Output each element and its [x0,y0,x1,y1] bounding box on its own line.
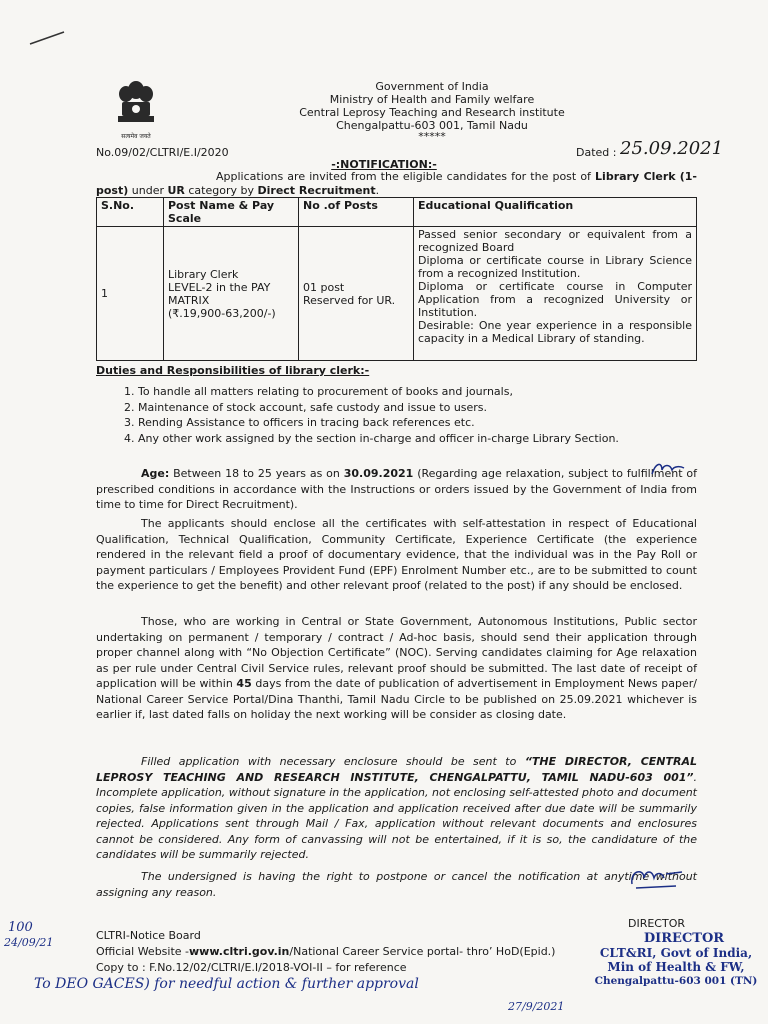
duties-title: Duties and Responsibilities of library clerk:- [96,364,370,377]
header [0,80,768,142]
office-stamp: DIRECTOR CLT&RI, Govt of India, Min of Health & FW, Chengalpattu-603 001 (TN) [594,931,758,987]
post-table [96,197,697,361]
col-qualification: Educational Qualification [414,198,697,227]
age-paragraph: Age: Between 18 to 25 years as on 30.09.2021 (Regarding age relaxation, subject to fulfillment of prescribed conditions in accordance with the Instructions or orders issued by the Government of India from time to time for Direct Recruitment). [96,467,697,511]
col-posts: No .of Posts [299,198,414,227]
header-line-1: Government of India [375,80,489,93]
header-line-3: Central Leprosy Teaching and Research institute [299,106,565,119]
address-paragraph: Filled application with necessary enclosure should be sent to “THE DIRECTOR, CENTRAL LEPROSY TEACHING AND RESEARCH INSTITUTE, CHENGALPATTU, TAMIL NADU-603 001”. Incomplete application, without signature in the application, not enclosing self-attested photo and document copies, false information given in the application and application received after due date will be summarily rejected. Applications sent through Mail / Fax, application without relevant documents and enclosures cannot be considered. Any form of canvassing will not be entertained, if it is so, the candidature of the candidates will be summarily rejected. [96,755,697,861]
header-line-4: Chengalpattu-603 001, Tamil Nadu [336,119,528,132]
list-item: 3. Rending Assistance to officers in tracing back references etc. [138,415,619,431]
col-sno: S.No. [97,198,164,227]
working-paragraph: Those, who are working in Central or State Government, Autonomous Institutions, Public sector undertaking on permanent / temporary / contract / Ad-hoc basis, should send their application through proper channel along with “No Objection Certificate” (NOC). Serving candidates claiming for Age relaxation as per rule under Central Civil Service rules, relevant proof should be submitted. The last date of receipt of application will be within 45 days from the date of publication of advertisement in Employment News paper/ National Career Service Portal/Dina Thanthi, Tamil Nadu Circle to be published on 25.09.2021 whichever is earlier if, last dated falls on holiday the next working will be consider as closing date. [96,615,697,721]
table-row [97,227,697,361]
col-post-name: Post Name & Pay Scale [164,198,299,227]
cell-post: Library Clerk LEVEL-2 in the PAY MATRIX (₹.19,900-63,200/-) [164,227,299,361]
footer-copy: CLTRI-Notice Board Official Website -www.cltri.gov.in/National Career Service portal- thro’ HoD(Epid.) Copy to : F.No.12/02/CLTRI/E.I/2018-VOI-II – for reference [96,929,556,974]
dated-value: 25.09.2021 [620,138,724,159]
reserve-paragraph: The undersigned is having the right to postpone or cancel the notification at anytime without assigning any reason. [96,870,697,899]
intro-paragraph: Applications are invited from the eligible candidates for the post of Library Clerk (1-post) under UR category by Direct Recruitment. [96,170,697,197]
pen-mark [28,28,68,48]
dated-label: Dated : [576,146,617,159]
cell-posts: 01 post Reserved for UR. [299,227,414,361]
list-item: 4. Any other work assigned by the section in-charge and officer in-charge Library Section. [138,431,619,447]
signature-title: DIRECTOR [628,917,686,930]
initial-mark [648,458,688,480]
website-link[interactable]: www.cltri.gov.in [189,945,290,958]
margin-date: 24/09/21 [4,936,54,949]
header-stars: ***** [418,130,446,143]
cell-qualification: Passed senior secondary or equivalent from a recognized Board Diploma or certificate course in Library Science from a recognized Institution. Diploma or certificate course in Computer Application from a recognized University or Institution. Desirable: One year experience in a responsible capacity in a Medical Library of standing. [414,227,697,361]
emblem-motto: सत्यमेव जयते [121,133,151,140]
list-item: 1. To handle all matters relating to procurement of books and journals, [138,384,619,400]
duties-list [112,384,619,446]
cell-sno: 1 [97,227,164,361]
margin-number: 100 [8,920,33,935]
certificates-paragraph: The applicants should enclose all the certificates with self-attestation in respect of Educational Qualification, Technical Qualification, Community Certificate, Experience Certificate (the experience rendered in the relevant field a proof of documentary evidence, that the individual was in the Pay Roll or payment particulars / Employees Provident Fund (EPF) Enrolment Number etc., are to be submitted to count the experience to get the benefit) and other relevant proof (related to the post) if any should be enclosed. [96,517,697,592]
notification-title: -:NOTIFICATION:- [331,158,437,171]
table-header-row [97,198,697,227]
handwritten-note-date: 27/9/2021 [508,1000,565,1013]
reference-number: No.09/02/CLTRI/E.I/2020 [96,146,229,159]
header-line-2: Ministry of Health and Family welfare [329,93,535,106]
list-item: 2. Maintenance of stock account, safe custody and issue to users. [138,400,619,416]
handwritten-note: To DEO GACES) for needful action & further approval [34,976,419,992]
director-signature [626,862,686,892]
